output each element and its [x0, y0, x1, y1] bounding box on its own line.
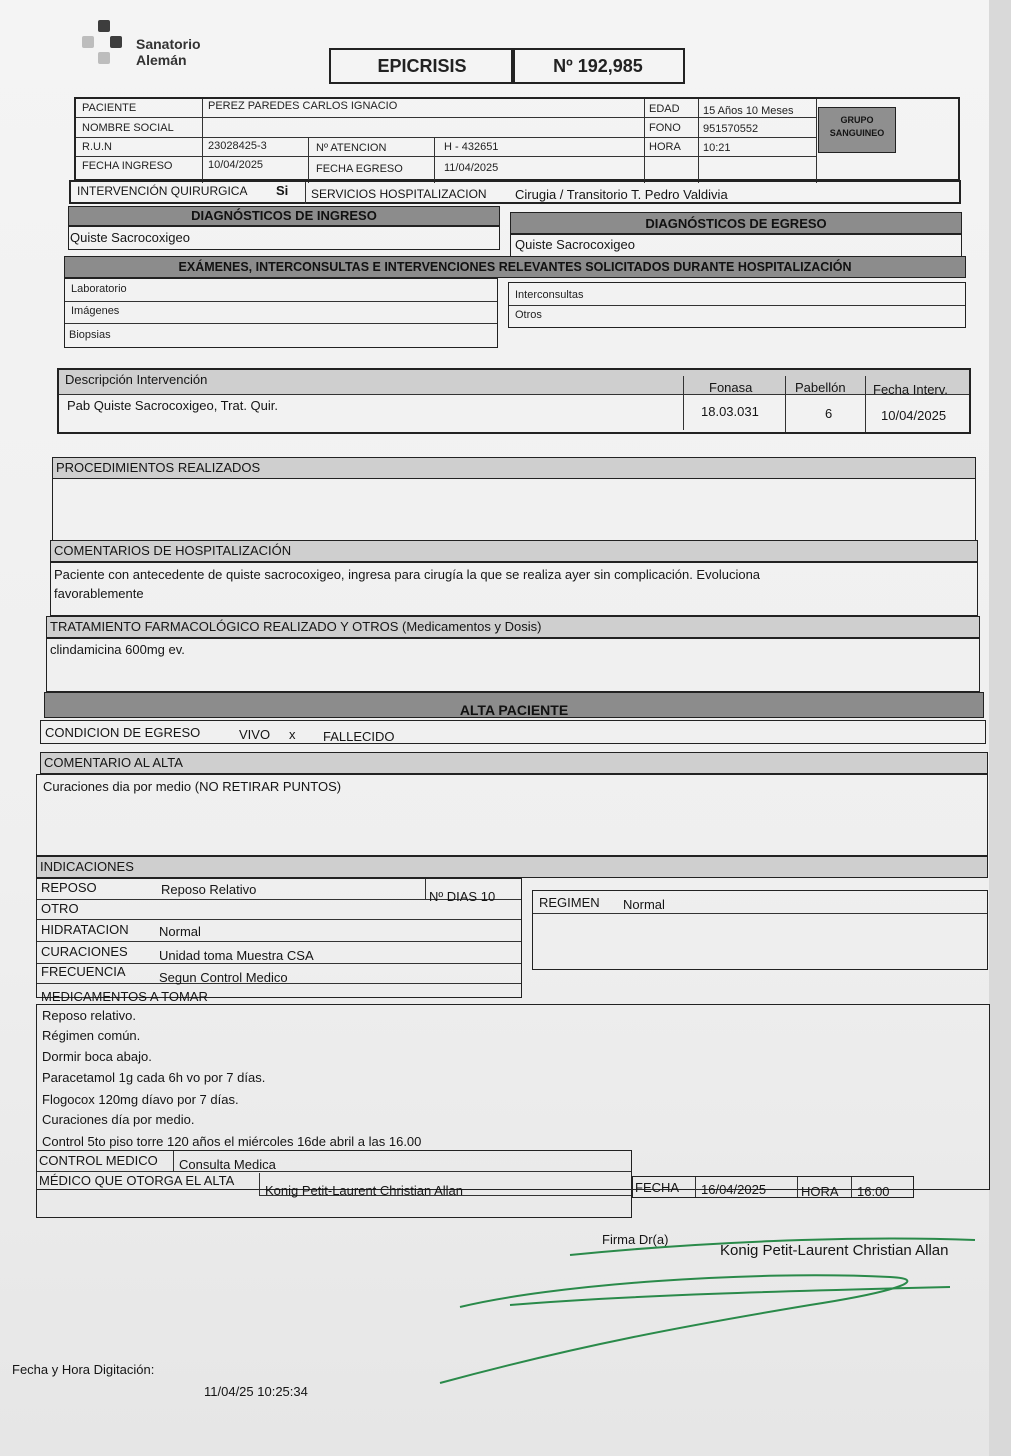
- grupo-label: GRUPO: [840, 115, 874, 125]
- pabellon-value: 6: [825, 406, 833, 421]
- imagenes-label: Imágenes: [71, 305, 120, 317]
- fecha-interv-label: Fecha Interv.: [873, 382, 948, 397]
- examenes-right-box: [508, 282, 966, 328]
- logo-line-2: Alemán: [136, 52, 187, 68]
- curaciones-value: Unidad toma Muestra CSA: [159, 948, 314, 963]
- paciente-value: PEREZ PAREDES CARLOS IGNACIO: [208, 100, 398, 112]
- regimen-label: REGIMEN: [539, 895, 600, 910]
- examenes-header: EXÁMENES, INTERCONSULTAS E INTERVENCIONES RELEVANTES SOLICITADOS DURANTE HOSPITALIZACIÓN: [64, 256, 966, 278]
- fecha-interv-value: 10/04/2025: [881, 408, 947, 423]
- control-hora-label: HORA: [801, 1184, 839, 1199]
- intervencion-value: Si: [276, 183, 289, 198]
- logo-line-1: Sanatorio: [136, 36, 201, 52]
- medicamento-item: Paracetamol 1g cada 6h vo por 7 días.: [42, 1070, 266, 1085]
- edad-value: 15 Años 10 Meses: [703, 105, 794, 117]
- medicamentos-label: MEDICAMENTOS A TOMAR: [41, 989, 208, 1004]
- medicamento-item: Control 5to piso torre 120 años el miércoles 16de abril a las 16.00: [42, 1134, 422, 1149]
- atencion-value: H - 432651: [444, 141, 499, 153]
- comentario-alta-header: COMENTARIO AL ALTA: [40, 752, 988, 774]
- medicamento-item: Flogocox 120mg díavo por 7 días.: [42, 1092, 239, 1107]
- tratamiento-header: TRATAMIENTO FARMACOLÓGICO REALIZADO Y OTROS (Medicamentos y Dosis): [46, 616, 980, 638]
- dias-label: [429, 889, 495, 904]
- biopsias-label: Biopsias: [69, 329, 111, 341]
- sanatorio-logo: [80, 18, 220, 74]
- sanguineo-label: SANGUINEO: [829, 128, 885, 138]
- hora-label: HORA: [649, 141, 681, 153]
- comentarios-header: COMENTARIOS DE HOSPITALIZACIÓN: [50, 540, 978, 562]
- firma-name: Konig Petit-Laurent Christian Allan: [720, 1242, 949, 1259]
- atencion-label: Nº ATENCION: [316, 142, 387, 154]
- medico-label: MÉDICO QUE OTORGA EL ALTA: [39, 1173, 235, 1188]
- comentarios-box: [50, 562, 978, 616]
- intervencion-label: INTERVENCIÓN QUIRURGICA: [77, 184, 248, 198]
- fono-label: FONO: [649, 122, 681, 134]
- tratamiento-value: clindamicina 600mg ev.: [50, 642, 185, 657]
- reposo-value: Reposo Relativo: [161, 882, 257, 897]
- grupo-sanguineo-box: [818, 107, 896, 153]
- regimen-box: [532, 890, 988, 970]
- tratamiento-box: [46, 638, 980, 692]
- fecha-egreso-value: 11/04/2025: [444, 162, 499, 174]
- fecha-egreso-label: FECHA EGRESO: [316, 163, 403, 175]
- indicaciones-left-box: [36, 878, 522, 1004]
- comentario-alta-box: [36, 774, 988, 856]
- fonasa-value: 18.03.031: [701, 404, 759, 419]
- pabellon-label: Pabellón: [795, 380, 846, 395]
- diag-egreso-box: [510, 234, 962, 258]
- paper-edge: [989, 0, 1011, 1456]
- diag-ingreso-value: Quiste Sacrocoxigeo: [70, 230, 190, 245]
- laboratorio-label: Laboratorio: [71, 283, 127, 295]
- curaciones-label: CURACIONES: [41, 944, 128, 959]
- comentarios-line-2: favorablemente: [54, 586, 144, 601]
- run-label: R.U.N: [82, 141, 112, 153]
- condicion-row: [40, 720, 986, 744]
- medicamento-item: Dormir boca abajo.: [42, 1049, 152, 1064]
- dias-label-text: Nº DIAS: [429, 889, 478, 904]
- footer-value: 11/04/25 10:25:34: [204, 1384, 308, 1399]
- condicion-label: CONDICION DE EGRESO: [45, 725, 201, 740]
- fecha-ingreso-value: 10/04/2025: [208, 159, 264, 171]
- hidratacion-label: HIDRATACION: [41, 922, 129, 937]
- control-block: [36, 1150, 632, 1218]
- nombre-social-label: NOMBRE SOCIAL: [82, 122, 174, 134]
- examenes-left-box: [64, 278, 498, 348]
- otros-label: Otros: [515, 309, 542, 321]
- doc-title: EPICRISIS: [329, 48, 515, 84]
- descripcion-value: Pab Quiste Sacrocoxigeo, Trat. Quir.: [67, 398, 278, 413]
- medicamento-item: Reposo relativo.: [42, 1008, 136, 1023]
- doc-number: Nº 192,985: [511, 48, 685, 84]
- indicaciones-header: INDICACIONES: [36, 856, 988, 878]
- medico-value: Konig Petit-Laurent Christian Allan: [265, 1183, 464, 1198]
- otro-label: OTRO: [41, 901, 79, 916]
- control-fecha-value: 16/04/2025: [701, 1182, 767, 1197]
- hidratacion-value: Normal: [159, 924, 201, 939]
- patient-block: [74, 97, 960, 181]
- fecha-hora-row: [632, 1176, 914, 1198]
- descripcion-block: [57, 368, 971, 434]
- dias-value: 10: [480, 889, 496, 904]
- run-value: 23028425-3: [208, 140, 267, 152]
- paciente-label: PACIENTE: [82, 102, 137, 114]
- diag-egreso-header: DIAGNÓSTICOS DE EGRESO: [510, 212, 962, 234]
- servicios-label: SERVICIOS HOSPITALIZACION: [311, 187, 487, 201]
- fonasa-label: Fonasa: [709, 380, 753, 395]
- vivo-mark: x: [289, 727, 296, 742]
- interconsultas-label: Interconsultas: [515, 289, 584, 301]
- descripcion-label: Descripción Intervención: [65, 372, 208, 387]
- frecuencia-value: Segun Control Medico: [159, 970, 288, 985]
- servicios-value: Cirugia / Transitorio T. Pedro Valdivia: [515, 187, 728, 202]
- control-fecha-label: FECHA: [635, 1180, 680, 1195]
- fallecido-label: FALLECIDO: [323, 729, 395, 744]
- medicamento-item: Régimen común.: [42, 1028, 141, 1043]
- frecuencia-label: FRECUENCIA: [41, 964, 126, 979]
- footer-label: Fecha y Hora Digitación:: [12, 1362, 155, 1377]
- fecha-ingreso-label: FECHA INGRESO: [82, 160, 173, 172]
- diag-ingreso-header: DIAGNÓSTICOS DE INGRESO: [68, 206, 500, 226]
- comentarios-line-1: Paciente con antecedente de quiste sacrocoxigeo, ingresa para cirugía la que se realiza ayer sin complicación. Evoluciona: [54, 567, 761, 582]
- procedimientos-header: PROCEDIMIENTOS REALIZADOS: [52, 457, 976, 479]
- reposo-label: REPOSO: [41, 880, 97, 895]
- signature-stroke: [430, 1225, 990, 1395]
- control-label: CONTROL MEDICO: [39, 1153, 158, 1168]
- hora-value: 10:21: [703, 142, 731, 154]
- medicamento-item: Curaciones día por medio.: [42, 1112, 195, 1127]
- comentario-alta-value: Curaciones dia por medio (NO RETIRAR PUNTOS): [43, 779, 342, 794]
- vivo-label: VIVO: [239, 727, 271, 742]
- firma-label: Firma Dr(a): [602, 1232, 669, 1247]
- intervencion-row: [69, 180, 961, 204]
- diag-ingreso-box: [68, 226, 500, 250]
- alta-header: ALTA PACIENTE: [44, 692, 984, 718]
- diag-egreso-value: Quiste Sacrocoxigeo: [515, 237, 635, 252]
- control-hora-value: 16:00: [857, 1184, 890, 1199]
- fono-value: 951570552: [703, 123, 759, 135]
- edad-label: EDAD: [649, 103, 680, 115]
- regimen-value: Normal: [623, 897, 665, 912]
- control-value: Consulta Medica: [179, 1157, 276, 1172]
